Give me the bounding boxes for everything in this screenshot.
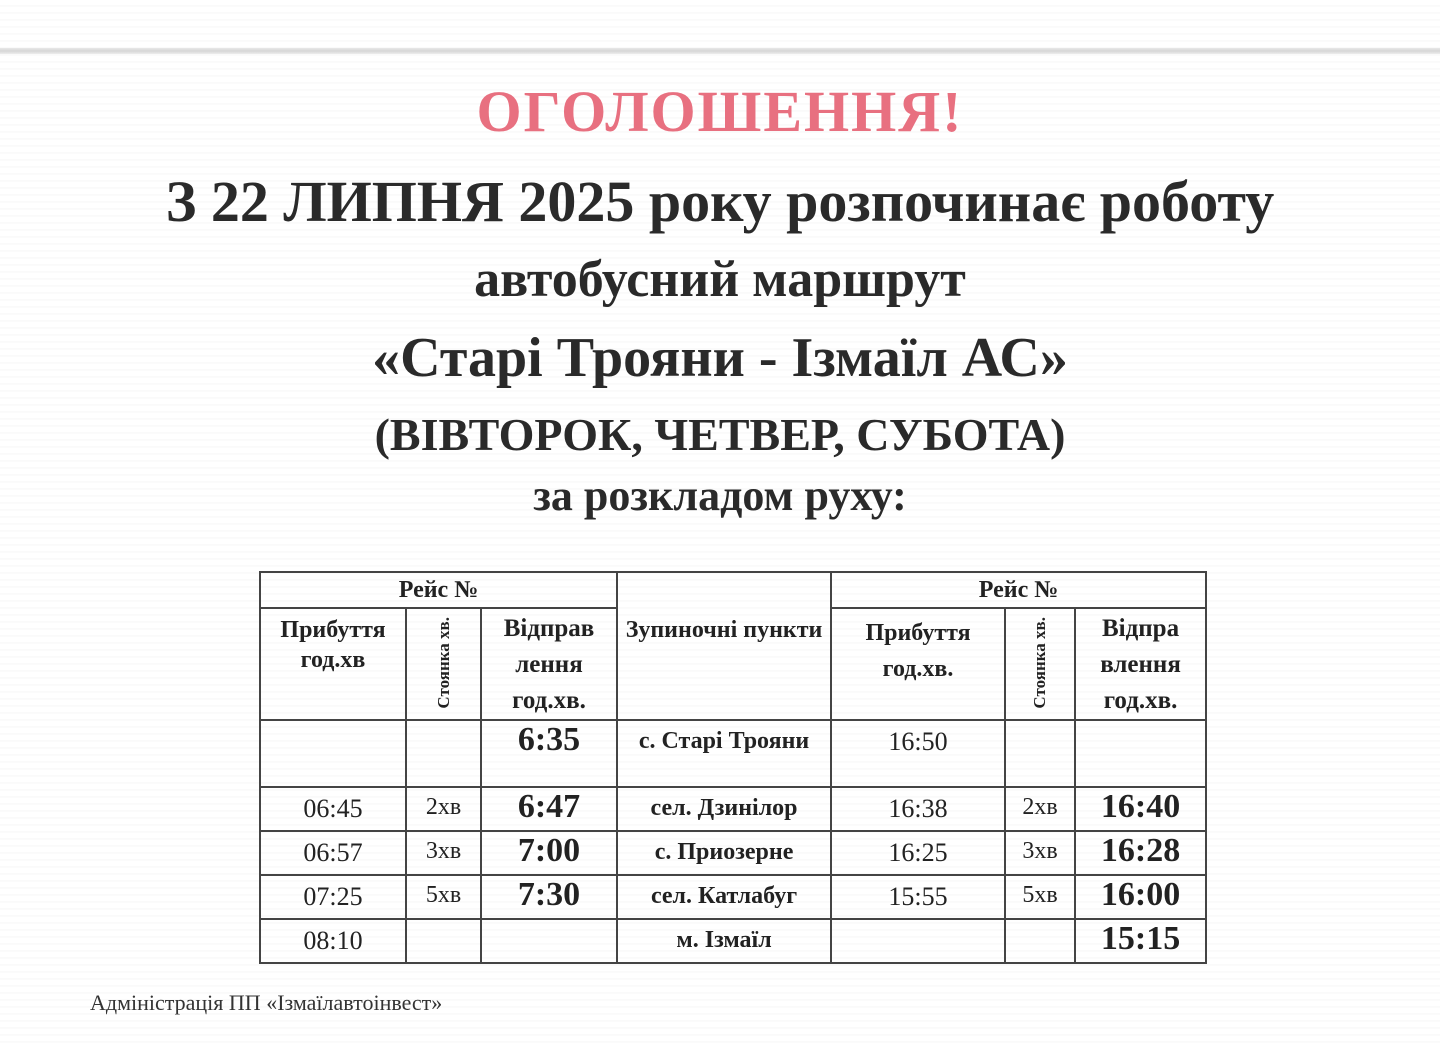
arrival-left-cell: 07:25: [260, 875, 406, 919]
departure-right-cell: 15:15: [1075, 919, 1206, 963]
arrival-left-cell: 06:57: [260, 831, 406, 875]
arrival-right-cell: 16:38: [831, 787, 1005, 831]
reis-right-header: Рейс №: [831, 572, 1206, 608]
route-name-line: «Старі Трояни - Ізмаїл АС»: [372, 327, 1068, 389]
stay-left-cell: 3хв: [406, 831, 481, 875]
table-row: [260, 875, 1206, 919]
departure-right-cell: 16:40: [1075, 787, 1206, 831]
days-line: (ВІВТОРОК, ЧЕТВЕР, СУБОТА): [374, 409, 1066, 460]
departure-left-cell: 7:30: [481, 875, 617, 919]
stops-header: Зупиночні пункти: [617, 572, 831, 720]
arrival-right-cell: 15:55: [831, 875, 1005, 919]
stay-left-header: Стоянка хв.: [433, 617, 453, 709]
table-header-row-reis: [260, 572, 1206, 608]
stop-name-cell: с. Старі Трояни: [617, 720, 831, 787]
arrival-left-cell: 06:45: [260, 787, 406, 831]
departure-left-cell: [481, 919, 617, 963]
stay-left-cell: [406, 919, 481, 963]
stay-right-cell: 3хв: [1005, 831, 1075, 875]
stay-right-cell: 2хв: [1005, 787, 1075, 831]
stop-name-cell: сел. Катлабуг: [617, 875, 831, 919]
departure-left-cell: 7:00: [481, 831, 617, 875]
table-row: [260, 831, 1206, 875]
table-row: [260, 787, 1206, 831]
schedule-table: [259, 571, 1207, 964]
stay-left-cell: [406, 720, 481, 787]
arrival-left-cell: [260, 720, 406, 787]
stay-right-cell: 5хв: [1005, 875, 1075, 919]
dep-left-header: Відправ лення год.хв.: [481, 608, 617, 720]
arr-left-header: Прибуття год.хв: [260, 608, 406, 720]
stay-right-header-cell: [1005, 608, 1075, 720]
stay-left-header-cell: [406, 608, 481, 720]
reis-left-header: Рейс №: [260, 572, 617, 608]
stay-right-header: Стоянка хв.: [1030, 617, 1050, 709]
scan-edge-line: [0, 48, 1440, 54]
arrival-right-cell: 16:25: [831, 831, 1005, 875]
stop-name-cell: с. Приозерне: [617, 831, 831, 875]
stop-name-cell: м. Ізмаїл: [617, 919, 831, 963]
route-label-line: автобусний маршрут: [474, 251, 966, 308]
arrival-left-cell: 08:10: [260, 919, 406, 963]
table-row: [260, 720, 1206, 787]
stay-left-cell: 5хв: [406, 875, 481, 919]
departure-left-cell: 6:47: [481, 787, 617, 831]
stop-name-cell: сел. Дзинілор: [617, 787, 831, 831]
departure-right-cell: [1075, 720, 1206, 787]
table-row: [260, 919, 1206, 963]
arr-right-header: Прибуття год.хв.: [831, 608, 1005, 720]
departure-right-cell: 16:00: [1075, 875, 1206, 919]
departure-left-cell: 6:35: [481, 720, 617, 787]
start-date-line: З 22 ЛИПНЯ 2025 року розпочинає роботу: [165, 169, 1275, 234]
departure-right-cell: 16:28: [1075, 831, 1206, 875]
schedule-intro-line: за розкладом руху:: [533, 471, 907, 520]
announcement-title: ОГОЛОШЕННЯ!: [476, 79, 964, 144]
stay-right-cell: [1005, 919, 1075, 963]
stay-left-cell: 2хв: [406, 787, 481, 831]
dep-right-header: Відпра влення год.хв.: [1075, 608, 1206, 720]
arrival-right-cell: 16:50: [831, 720, 1005, 787]
stay-right-cell: [1005, 720, 1075, 787]
arrival-right-cell: [831, 919, 1005, 963]
footer-administration: Адміністрація ПП «Ізмаїлавтоінвест»: [90, 990, 443, 1015]
